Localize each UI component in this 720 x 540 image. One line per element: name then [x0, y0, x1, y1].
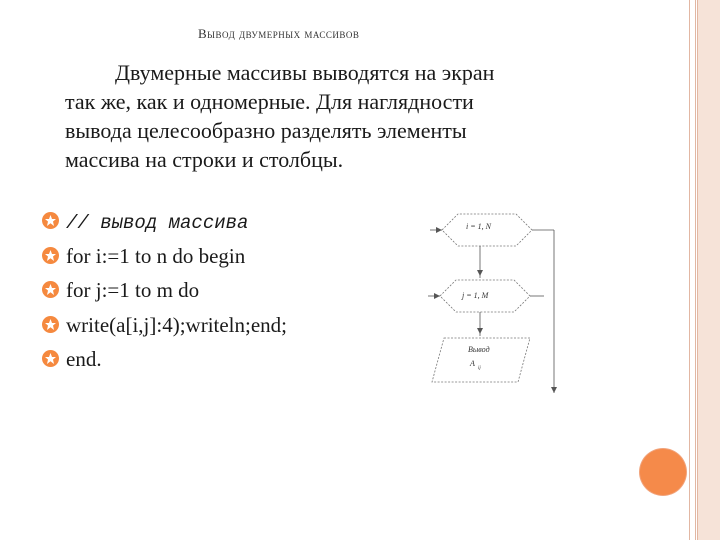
- loop-i-block: [442, 214, 532, 246]
- code-line: for i:=1 to n do begin: [42, 243, 287, 278]
- decorative-border-line: [689, 0, 690, 540]
- loop-i-label: i = 1, N: [466, 222, 491, 231]
- paragraph-line: так же, как и одномерные. Для наглядности: [65, 89, 474, 114]
- bullet-icon: [42, 281, 59, 298]
- flowchart: [420, 200, 580, 400]
- output-array-label: A: [470, 359, 475, 368]
- decorative-orange-circle: [640, 449, 686, 495]
- output-label: Вывод: [468, 345, 490, 354]
- code-line: // вывод массива: [42, 208, 287, 243]
- code-list: [42, 208, 287, 381]
- loop-j-label: j = 1, M: [462, 291, 489, 300]
- flow-connectors: [428, 227, 557, 393]
- paragraph-line: массива на строки и столбцы.: [65, 147, 344, 172]
- paragraph-line: вывода целесообразно разделять элементы: [65, 118, 467, 143]
- decorative-border-line: [697, 0, 698, 540]
- bullet-icon: [42, 316, 59, 333]
- slide-title: Вывод двумерных массивов: [198, 26, 360, 41]
- paragraph-line: Двумерные массивы выводятся на экран: [115, 60, 495, 85]
- bullet-icon: [42, 212, 59, 229]
- bullet-icon: [42, 247, 59, 264]
- decorative-border-line: [695, 0, 696, 540]
- output-array-subscript: ij: [478, 366, 481, 371]
- output-block: [432, 338, 530, 382]
- bullet-icon: [42, 350, 59, 367]
- code-line: write(a[i,j]:4);writeln;end;: [42, 312, 287, 347]
- decorative-border-band: [698, 0, 720, 540]
- code-line: for j:=1 to m do: [42, 277, 287, 312]
- intro-paragraph: [65, 58, 625, 174]
- loop-j-block: [440, 280, 530, 312]
- code-line: end.: [42, 346, 287, 381]
